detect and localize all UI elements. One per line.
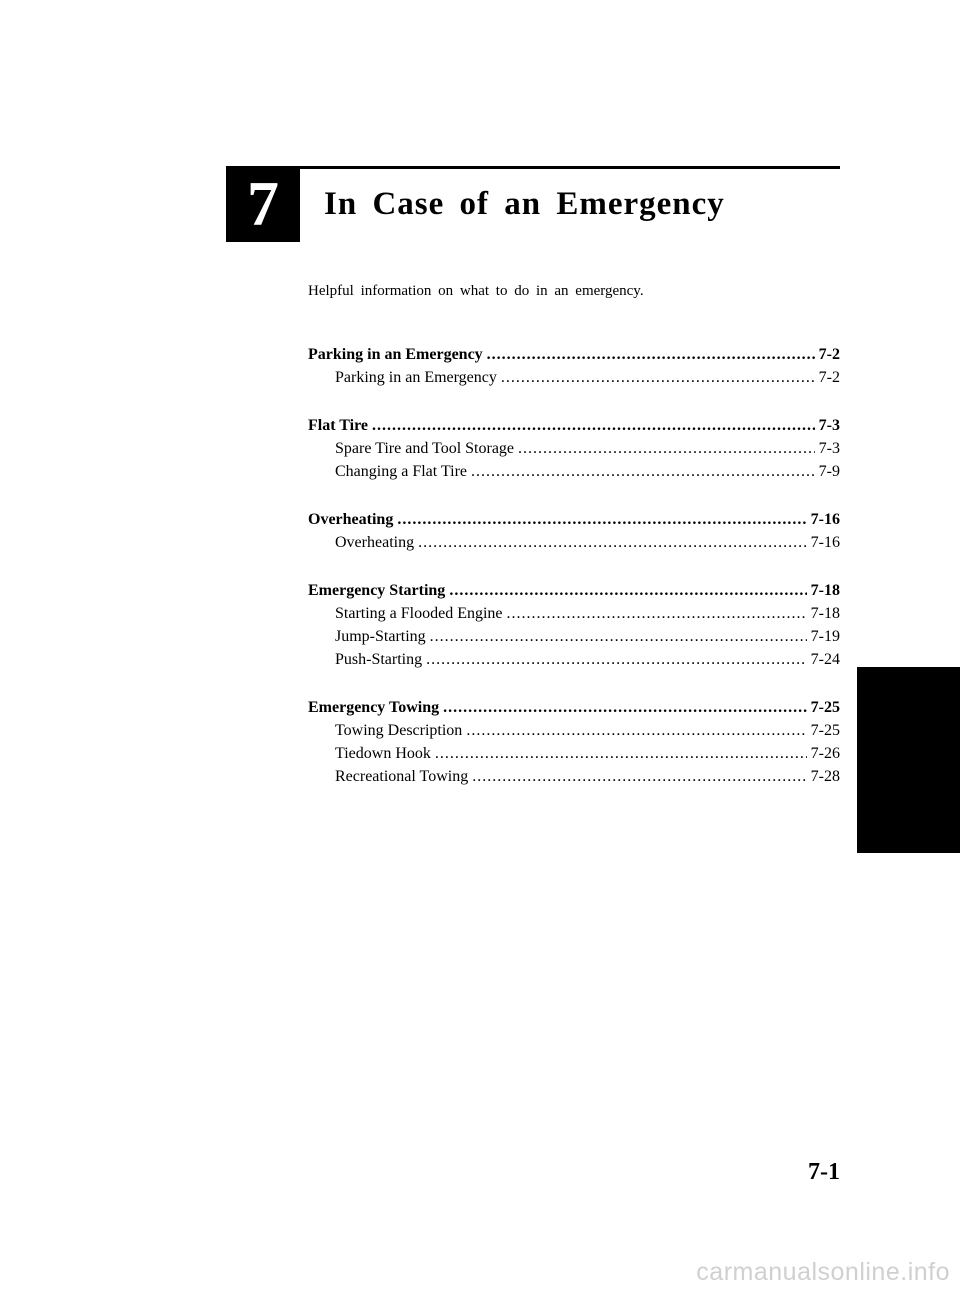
toc-dot-leader [418, 534, 807, 552]
toc-dot-leader [435, 745, 807, 763]
toc-section [308, 511, 840, 557]
toc-entry-page: 7-2 [818, 346, 840, 363]
toc-subentry[interactable] [308, 722, 840, 745]
toc-entry-page: 7-16 [810, 511, 840, 528]
toc-entry-title: Push-Starting [335, 651, 423, 668]
toc-entry-title: Jump-Starting [335, 628, 426, 645]
toc-subentry[interactable] [308, 534, 840, 557]
toc-entry-page: 7-3 [818, 440, 840, 457]
toc-entry-page: 7-26 [810, 745, 840, 762]
table-of-contents [308, 346, 840, 816]
toc-entry-title: Tiedown Hook [335, 745, 431, 762]
toc-dot-leader [487, 346, 815, 364]
toc-dot-leader [466, 722, 806, 740]
toc-entry-page: 7-24 [810, 651, 840, 668]
toc-entry-title: Recreational Towing [335, 768, 469, 785]
toc-dot-leader [449, 582, 806, 600]
toc-entry-title: Spare Tire and Tool Storage [335, 440, 515, 457]
chapter-number: 7 [247, 168, 279, 239]
toc-dot-leader [372, 417, 815, 435]
toc-entry-title: Parking in an Emergency [335, 369, 497, 386]
toc-dot-leader [430, 628, 807, 646]
toc-dot-leader [501, 369, 815, 387]
toc-section [308, 346, 840, 392]
toc-subentry[interactable] [308, 369, 840, 392]
toc-entry-title: Starting a Flooded Engine [335, 605, 503, 622]
page-number: 7-1 [808, 1159, 840, 1185]
toc-entry-title: Parking in an Emergency [308, 346, 483, 363]
toc-entry-title: Overheating [335, 534, 415, 551]
toc-dot-leader [426, 651, 807, 669]
toc-entry-page: 7-18 [810, 605, 840, 622]
toc-subentry[interactable] [308, 745, 840, 768]
toc-entry-page: 7-2 [818, 369, 840, 386]
chapter-header-rule [226, 166, 840, 169]
toc-entry-title: Overheating [308, 511, 394, 528]
toc-section-heading[interactable] [308, 346, 840, 369]
watermark: carmanualsonline.info [696, 1258, 950, 1286]
toc-subentry[interactable] [308, 463, 840, 486]
toc-entry-title: Emergency Towing [308, 699, 440, 716]
toc-dot-leader [507, 605, 807, 623]
toc-entry-page: 7-9 [818, 463, 840, 480]
toc-section [308, 582, 840, 674]
toc-entry-title: Towing Description [335, 722, 463, 739]
chapter-thumb-tab [857, 667, 960, 853]
chapter-number-box [226, 166, 300, 242]
toc-section [308, 699, 840, 791]
toc-dot-leader [518, 440, 815, 458]
toc-subentry[interactable] [308, 768, 840, 791]
toc-entry-title: Flat Tire [308, 417, 368, 434]
toc-dot-leader [443, 699, 807, 717]
toc-entry-title: Changing a Flat Tire [335, 463, 468, 480]
toc-section-heading[interactable] [308, 511, 840, 534]
toc-subentry[interactable] [308, 605, 840, 628]
toc-section-heading[interactable] [308, 582, 840, 605]
toc-subentry[interactable] [308, 628, 840, 651]
toc-entry-page: 7-28 [810, 768, 840, 785]
toc-dot-leader [472, 768, 806, 786]
toc-entry-title: Emergency Starting [308, 582, 446, 599]
toc-entry-page: 7-18 [810, 582, 840, 599]
toc-entry-page: 7-16 [810, 534, 840, 551]
toc-entry-page: 7-25 [810, 699, 840, 716]
toc-entry-page: 7-25 [810, 722, 840, 739]
toc-subentry[interactable] [308, 440, 840, 463]
toc-dot-leader [471, 463, 815, 481]
toc-entry-page: 7-3 [818, 417, 840, 434]
chapter-title: In Case of an Emergency [324, 186, 725, 222]
toc-entry-page: 7-19 [810, 628, 840, 645]
toc-subentry[interactable] [308, 651, 840, 674]
toc-section-heading[interactable] [308, 699, 840, 722]
toc-section-heading[interactable] [308, 417, 840, 440]
chapter-intro: Helpful information on what to do in an emergency. [308, 283, 644, 299]
toc-section [308, 417, 840, 486]
toc-dot-leader [397, 511, 806, 529]
